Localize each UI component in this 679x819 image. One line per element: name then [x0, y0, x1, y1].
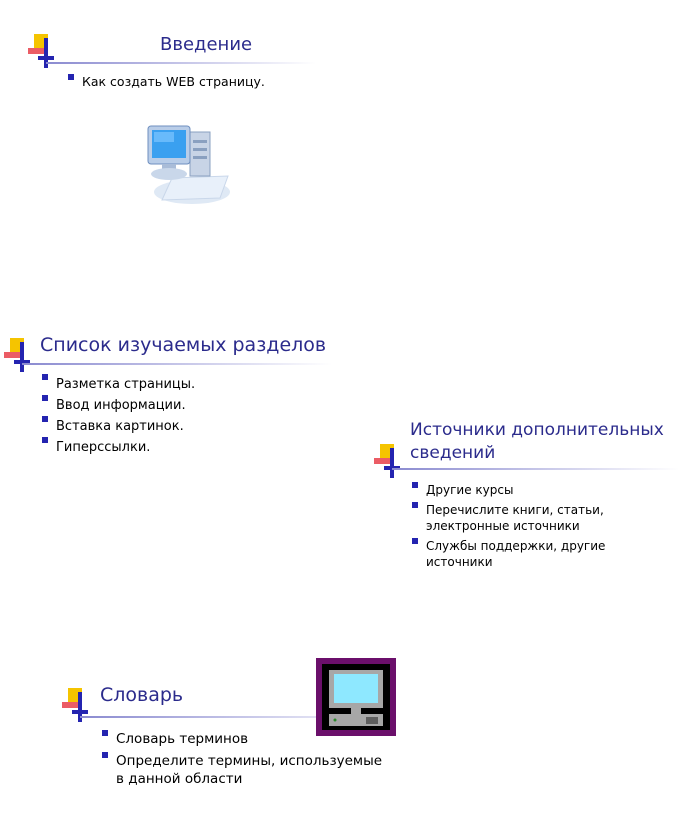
list-item-line1: Определите термины, используемые — [116, 753, 383, 769]
sources-title-line2: сведений — [410, 443, 496, 463]
slide-sources — [360, 410, 679, 590]
list-item: Ввод информации. — [42, 395, 195, 416]
list-item — [412, 502, 672, 534]
intro-title: Введение — [160, 34, 253, 55]
list-item-line1: Службы поддержки, другие — [426, 539, 606, 553]
computer-clipart-icon — [132, 118, 232, 210]
intro-list — [68, 74, 265, 90]
list-item: Как создать WEB страницу. — [68, 74, 265, 90]
list-item: Разметка страницы. — [42, 374, 195, 395]
topics-list — [42, 374, 195, 458]
sources-list — [412, 482, 672, 570]
title-rule — [392, 468, 679, 470]
glossary-list — [102, 730, 422, 788]
slide-intro — [0, 0, 679, 230]
title-decoration-icon — [374, 440, 410, 480]
list-item-line1: Перечислите книги, статьи, — [426, 503, 604, 517]
list-item: Вставка картинок. — [42, 416, 195, 437]
list-item-line1: Словарь терминов — [116, 731, 249, 747]
monitor-icon — [316, 658, 396, 736]
title-rule — [46, 62, 316, 64]
list-item — [102, 730, 422, 748]
list-item-line1: Другие курсы — [426, 483, 514, 497]
topics-title: Список изучаемых разделов — [40, 334, 327, 356]
list-item — [412, 538, 672, 570]
slide-topics — [0, 320, 340, 470]
list-item — [412, 482, 672, 498]
glossary-title: Словарь — [100, 684, 184, 706]
list-item-line2: в данной области — [116, 771, 243, 787]
title-decoration-icon — [28, 30, 64, 70]
list-item — [102, 752, 422, 788]
title-decoration-icon — [62, 684, 98, 724]
list-item: Гиперссылки. — [42, 437, 195, 458]
list-item-line2: электронные источники — [426, 519, 580, 533]
title-decoration-icon — [4, 334, 40, 374]
title-rule — [22, 363, 332, 365]
list-item-line2: источники — [426, 555, 493, 569]
sources-title-line1: Источники дополнительных — [410, 420, 664, 440]
slide-glossary — [40, 650, 420, 810]
